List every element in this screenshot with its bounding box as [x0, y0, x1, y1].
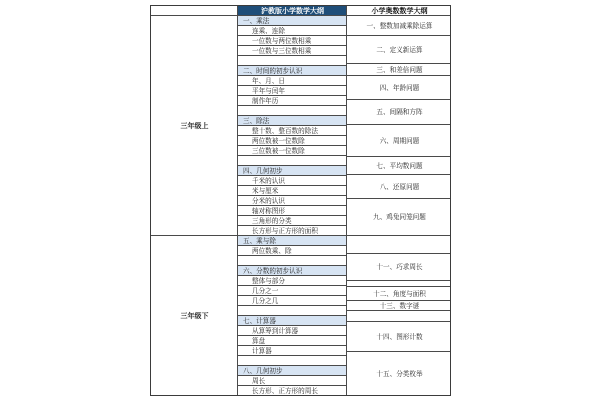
syllabus-table: [150, 5, 451, 396]
grid-line-horizontal: [238, 115, 347, 116]
grid-line-horizontal: [238, 165, 347, 166]
grid-line-horizontal: [238, 315, 347, 316]
grid-line-horizontal: [347, 321, 451, 322]
grid-line-horizontal: [238, 205, 347, 206]
syllabus-section-title: 七、计算器: [238, 316, 347, 326]
header-olympiad: 小学奥数数学大纲: [347, 6, 451, 16]
grid-line-horizontal: [347, 280, 451, 281]
olympiad-topic: 十五、分类枚举: [376, 370, 423, 379]
grid-line-horizontal: [238, 305, 347, 306]
syllabus-item: 分米的认识: [252, 196, 285, 205]
syllabus-section-title: 三、除法: [238, 116, 347, 126]
syllabus-item: 轴对称图形: [252, 206, 285, 215]
grid-line-horizontal: [238, 345, 347, 346]
syllabus-item: 长方形、正方形的周长: [252, 387, 318, 396]
grid-line-horizontal: [238, 265, 347, 266]
grade-label: 三年级下: [180, 312, 209, 320]
syllabus-item: 从算筹到计算器: [252, 326, 299, 335]
olympiad-blank-row: [347, 236, 451, 254]
syllabus-item: 算盘: [252, 336, 266, 345]
syllabus-item: 计算器: [252, 346, 272, 355]
olympiad-topic: 七、平均数问题: [376, 161, 423, 170]
syllabus-item: 连乘、连除: [252, 26, 285, 35]
syllabus-item: 米与厘米: [252, 186, 279, 195]
header-syllabus: 沪教版小学数学大纲: [238, 6, 347, 16]
grid-line-horizontal: [238, 325, 347, 326]
grid-line-horizontal: [238, 195, 347, 196]
grid-line-horizontal: [238, 245, 347, 246]
olympiad-topic: 六、周期问题: [379, 136, 420, 145]
syllabus-item: 整十数、整百数的除法: [252, 126, 318, 135]
grid-line-horizontal: [347, 198, 451, 199]
grid-line-horizontal: [238, 55, 347, 56]
olympiad-topic: 十一、巧求周长: [376, 263, 423, 272]
grid-line-horizontal: [347, 124, 451, 125]
syllabus-section-title: 二、时间的初步认识: [238, 66, 347, 76]
grid-line-horizontal: [238, 155, 347, 156]
grid-line-horizontal: [238, 355, 347, 356]
grid-line-horizontal: [347, 156, 451, 157]
olympiad-topic: 八、还原问题: [379, 182, 420, 191]
grid-line-horizontal: [238, 275, 347, 276]
syllabus-item: 一位数与三位数相乘: [252, 46, 312, 55]
grid-line-horizontal: [238, 255, 347, 256]
olympiad-topic: 三、和差倍问题: [376, 65, 423, 74]
grid-line-horizontal: [238, 45, 347, 46]
syllabus-section-title: 八、几何初步: [238, 366, 347, 376]
grid-line-horizontal: [238, 375, 347, 376]
grid-line-horizontal: [238, 75, 347, 76]
grid-line-horizontal: [347, 35, 451, 36]
syllabus-item: 一位数与两位数相乘: [252, 36, 312, 45]
syllabus-item: 整体与部分: [252, 276, 285, 285]
grid-line-horizontal: [238, 335, 347, 336]
grid-line-horizontal: [238, 225, 347, 226]
grid-line-horizontal: [347, 351, 451, 352]
syllabus-item: 几分之几: [252, 296, 279, 305]
grid-line-horizontal: [238, 35, 347, 36]
syllabus-item: 几分之一: [252, 286, 279, 295]
grid-line-horizontal: [347, 300, 451, 301]
syllabus-section-title: 五、乘与除: [238, 236, 347, 246]
syllabus-item: 两位数乘、除: [252, 246, 292, 255]
grid-line-horizontal: [238, 365, 347, 366]
grid-line-horizontal: [238, 25, 347, 26]
grid-line-horizontal: [238, 135, 347, 136]
grid-line-horizontal: [347, 286, 451, 287]
grid-line-horizontal: [347, 253, 451, 254]
grade-label: 三年级上: [180, 121, 209, 130]
syllabus-section-title: 四、几何初步: [238, 166, 347, 176]
olympiad-topic: 九、鸡兔同笼问题: [373, 213, 426, 222]
syllabus-section-title: 六、分数的初步认识: [238, 266, 347, 276]
grid-line-horizontal: [347, 174, 451, 175]
grid-line-horizontal: [238, 145, 347, 146]
syllabus-item: 长方形与正方形的面积: [252, 226, 318, 235]
grid-line-horizontal: [238, 295, 347, 296]
grid-line-horizontal: [238, 65, 347, 66]
grid-line-horizontal: [238, 175, 347, 176]
grid-line-horizontal: [238, 385, 347, 386]
grid-line-horizontal: [151, 15, 451, 16]
olympiad-topic: 十三、数字谜: [379, 301, 420, 310]
grid-line-horizontal: [238, 105, 347, 106]
olympiad-topic: 十二、角度与面积: [373, 289, 426, 298]
grid-line-horizontal: [238, 85, 347, 86]
olympiad-topic: 四、年龄问题: [379, 83, 420, 92]
syllabus-item: 千米的认识: [252, 176, 285, 185]
grid-line-horizontal: [238, 215, 347, 216]
olympiad-topic: 二、定义新运算: [376, 45, 423, 54]
syllabus-section-title: 一、乘法: [238, 16, 347, 26]
syllabus-item: 周长: [252, 376, 266, 385]
grid-line-horizontal: [238, 185, 347, 186]
syllabus-item: 两位数被一位数除: [252, 136, 305, 145]
grid-line-horizontal: [347, 63, 451, 64]
olympiad-topic: 五、间隔和方阵: [376, 108, 423, 117]
syllabus-item: 三角形的分类: [252, 216, 292, 225]
grid-line-horizontal: [238, 285, 347, 286]
olympiad-topic: 十四、图形计数: [376, 332, 423, 341]
grid-line-horizontal: [347, 99, 451, 100]
olympiad-topic: 一、整数加减乘除运算: [366, 21, 433, 30]
syllabus-item: 制作年历: [252, 96, 279, 105]
grid-line-horizontal: [347, 75, 451, 76]
syllabus-item: 三位数被一位数除: [252, 146, 305, 155]
syllabus-item: 平年与闰年: [252, 86, 285, 95]
grid-line-horizontal: [151, 235, 451, 236]
grid-line-horizontal: [238, 125, 347, 126]
grid-line-horizontal: [347, 310, 451, 311]
syllabus-item: 年、月、日: [252, 76, 285, 85]
grid-line-horizontal: [238, 95, 347, 96]
